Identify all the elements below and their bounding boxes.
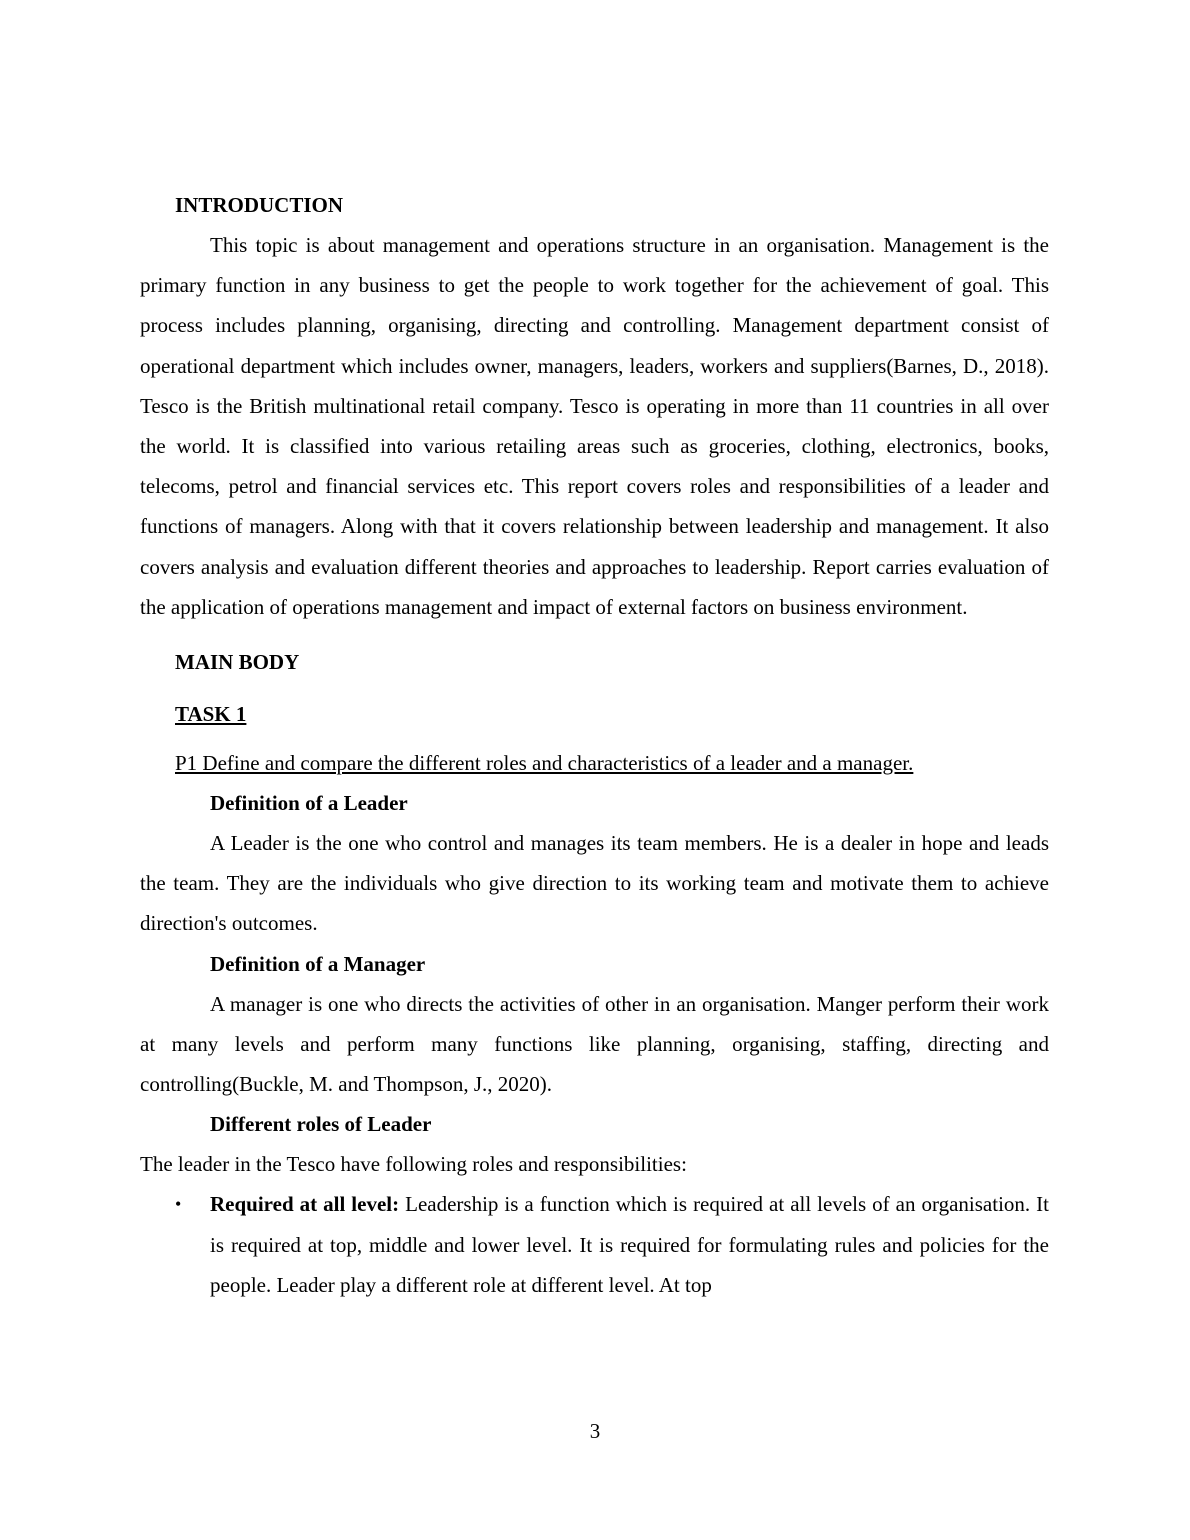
p1-heading: P1 Define and compare the different roles and characteristics of a leader and a manager. — [175, 751, 914, 776]
main-body-heading: MAIN BODY — [175, 650, 300, 675]
bullet-dot-icon: • — [175, 1194, 182, 1215]
leader-definition-paragraph: A Leader is the one who control and manages its team members. He is a dealer in hope and leads the team. They are the individuals who give direction to its working team and motivate them to achieve direction's outcomes. — [140, 831, 1049, 936]
introduction-paragraph: This topic is about management and operations structure in an organisation. Management is the primary function in any business to get the people to work together for the achievement of goal. This process includes planning, organising, directing and controlling. Management department consist of operational department which includes owner, managers, leaders, workers and suppliers(Barnes, D., 2018). Tesco is the British multinational retail company. Tesco is operating in more than 11 countries in all over the world. It is classified into various retailing areas such as groceries, clothing, electronics, books, telecoms, petrol and financial services etc. This report covers roles and responsibilities of a leader and functions of managers. Along with that it covers relationship between leadership and management. It also covers analysis and evaluation different theories and approaches to leadership. Report carries evaluation of the application of operations management and impact of external factors on business environment. — [140, 233, 1049, 619]
bullet-text: Leadership is a function which is required at all levels of an organisation. It is required at top, middle and lower level. It is required for formulating rules and policies for the people. Leader play a different role at different level. At top — [210, 1192, 1050, 1297]
bullet-title: Required at all level: — [210, 1192, 400, 1217]
manager-definition-paragraph: A manager is one who directs the activities of other in an organisation. Manger perform their work at many levels and perform many functions like planning, organising, staffing, directing and controlling(Buckle, M. and Thompson, J., 2020). — [140, 991, 1049, 1097]
task-1-heading: TASK 1 — [175, 702, 247, 727]
page-number: 3 — [589, 1419, 601, 1443]
roles-heading: Different roles of Leader — [210, 1112, 432, 1137]
page-content — [140, 188, 1049, 1305]
introduction-heading: INTRODUCTION — [175, 193, 344, 217]
roles-intro: The leader in the Tesco have following roles and responsibilities: — [140, 1152, 687, 1177]
manager-definition-heading: Definition of a Manager — [210, 951, 426, 976]
leader-definition-heading: Definition of a Leader — [210, 791, 408, 816]
bullet-required-at-all-level — [175, 1184, 1050, 1305]
